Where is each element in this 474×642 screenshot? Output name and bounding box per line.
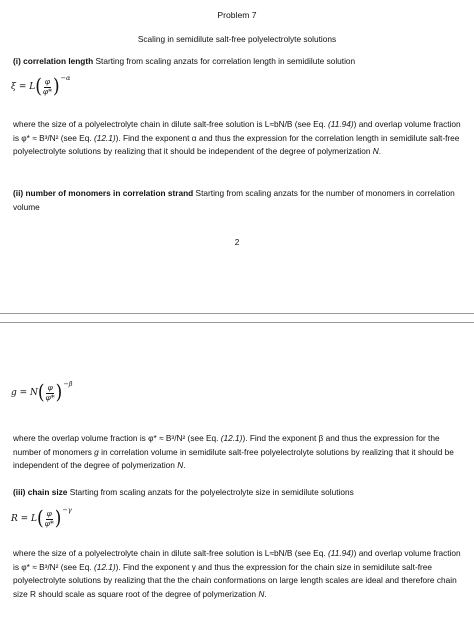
eq1-open-paren: ( xyxy=(35,74,42,98)
equation-chain-size xyxy=(11,506,72,530)
part1-body-c: ). Find the exponent α and thus the expression for the correlation length in semidilute salt-free polyelectrolyte solutions by realizing that it should be independent of the degree of polymerization xyxy=(13,132,460,157)
part3-heading-line xyxy=(13,486,465,500)
part3-intro: Starting from scaling anzats for the polyelectrolyte size in semidilute solutions xyxy=(67,487,354,497)
part2-body-a: where the overlap volume fraction is φ* ≈ B³/N² (see Eq. xyxy=(13,433,221,443)
eq3-numerator: φ xyxy=(46,509,52,518)
eq2-open-paren: ( xyxy=(37,380,45,404)
part2-body-c: in correlation volume in semidilute salt-free polyelectrolyte solutions by realizing that it should be independent of the degree of polymerization xyxy=(13,446,454,471)
eq1-close-paren: ) xyxy=(52,74,60,98)
eq1-lhs: ξ = L xyxy=(11,82,36,92)
eq1-denominator: φ* xyxy=(42,86,52,96)
eq2-numerator: φ xyxy=(47,383,53,392)
part3-body xyxy=(13,547,465,601)
equation-correlation-length xyxy=(11,74,71,98)
eq1-fraction xyxy=(43,78,52,96)
part3-body-end: . xyxy=(264,588,267,599)
eq1-numerator: φ xyxy=(44,77,51,86)
page-separator xyxy=(0,310,474,326)
equation-monomers-g xyxy=(11,380,73,404)
part1-body-a: where the size of a polyelectrolyte chain in dilute salt-free solution is L≈bN/B (see Eq. xyxy=(13,119,328,129)
part2-end: . xyxy=(183,460,186,471)
eq3-fraction xyxy=(45,510,54,528)
part3-body-b: ) and overlap volume fraction is φ* ≈ B³/N² (see Eq. xyxy=(13,548,461,572)
part3-var-n: N xyxy=(258,588,265,599)
part1-body-end: . xyxy=(378,146,382,157)
eq3-exponent: −γ xyxy=(62,506,72,514)
problem-header: Problem 7 xyxy=(217,10,257,20)
part3-ref1: (11.94) xyxy=(327,548,354,558)
page-separator-line-top xyxy=(0,313,474,314)
part1-heading-line xyxy=(13,55,465,69)
document-page-1 xyxy=(0,0,474,310)
eq1-exponent: −α xyxy=(60,74,71,82)
eq3-open-paren: ( xyxy=(37,506,44,530)
part2-body xyxy=(13,432,465,473)
eq2-fraction xyxy=(46,384,55,402)
part3-heading: (iii) chain size xyxy=(13,487,68,497)
part1-ref2: (12.1) xyxy=(93,132,116,143)
part3-body-a: where the size of a polyelectrolyte chain in dilute salt-free solution is L≈bN/B (see Eq. xyxy=(13,548,328,558)
part1-ref1: (11.94) xyxy=(327,119,354,129)
eq2-denominator: φ* xyxy=(45,392,55,402)
part1-heading: (i) correlation length xyxy=(13,56,94,66)
page-separator-line-bottom xyxy=(0,322,474,323)
eq3-close-paren: ) xyxy=(54,506,62,530)
eq2-lhs: g = N xyxy=(11,388,38,398)
part2-intro: Starting from scaling anzats for the number of monomers in correlation volume xyxy=(13,188,455,212)
page-number: 2 xyxy=(234,237,240,247)
eq3-denominator: φ* xyxy=(44,518,54,528)
document-page-2 xyxy=(0,326,474,642)
part1-body xyxy=(13,118,465,159)
part1-var-n: N xyxy=(372,146,379,157)
part3-ref2: (12.1) xyxy=(93,561,116,572)
part3-body-c: ). Find the exponent γ and thus the expression for the chain size in semidilute salt-free polyelectrolyte solutions by realizing that the the chain conformations on large length scales are ideal and therefore chain size R should scale as square root of the degree of polymerization xyxy=(13,561,457,599)
part2-ref: (12.1) xyxy=(220,433,243,443)
part2-heading: (ii) number of monomers in correlation strand xyxy=(13,188,194,198)
problem-title: Scaling in semidilute salt-free polyelectrolyte solutions xyxy=(137,34,337,44)
eq3-lhs: R = L xyxy=(11,514,38,524)
eq2-close-paren: ) xyxy=(55,380,63,404)
part2-heading-line xyxy=(13,187,465,214)
part1-intro: Starting from scaling anzats for correlation length in semidilute solution xyxy=(93,56,356,66)
eq2-exponent: −β xyxy=(63,380,73,388)
part2-var-n: N xyxy=(177,460,184,471)
part2-body-b: ). Find the exponent β and thus the expression for the number of monomers xyxy=(13,433,440,457)
part2-var-g: g xyxy=(94,446,99,457)
part1-body-b: ) and overlap volume fraction is φ* ≈ B³/N² (see Eq. xyxy=(13,119,461,143)
